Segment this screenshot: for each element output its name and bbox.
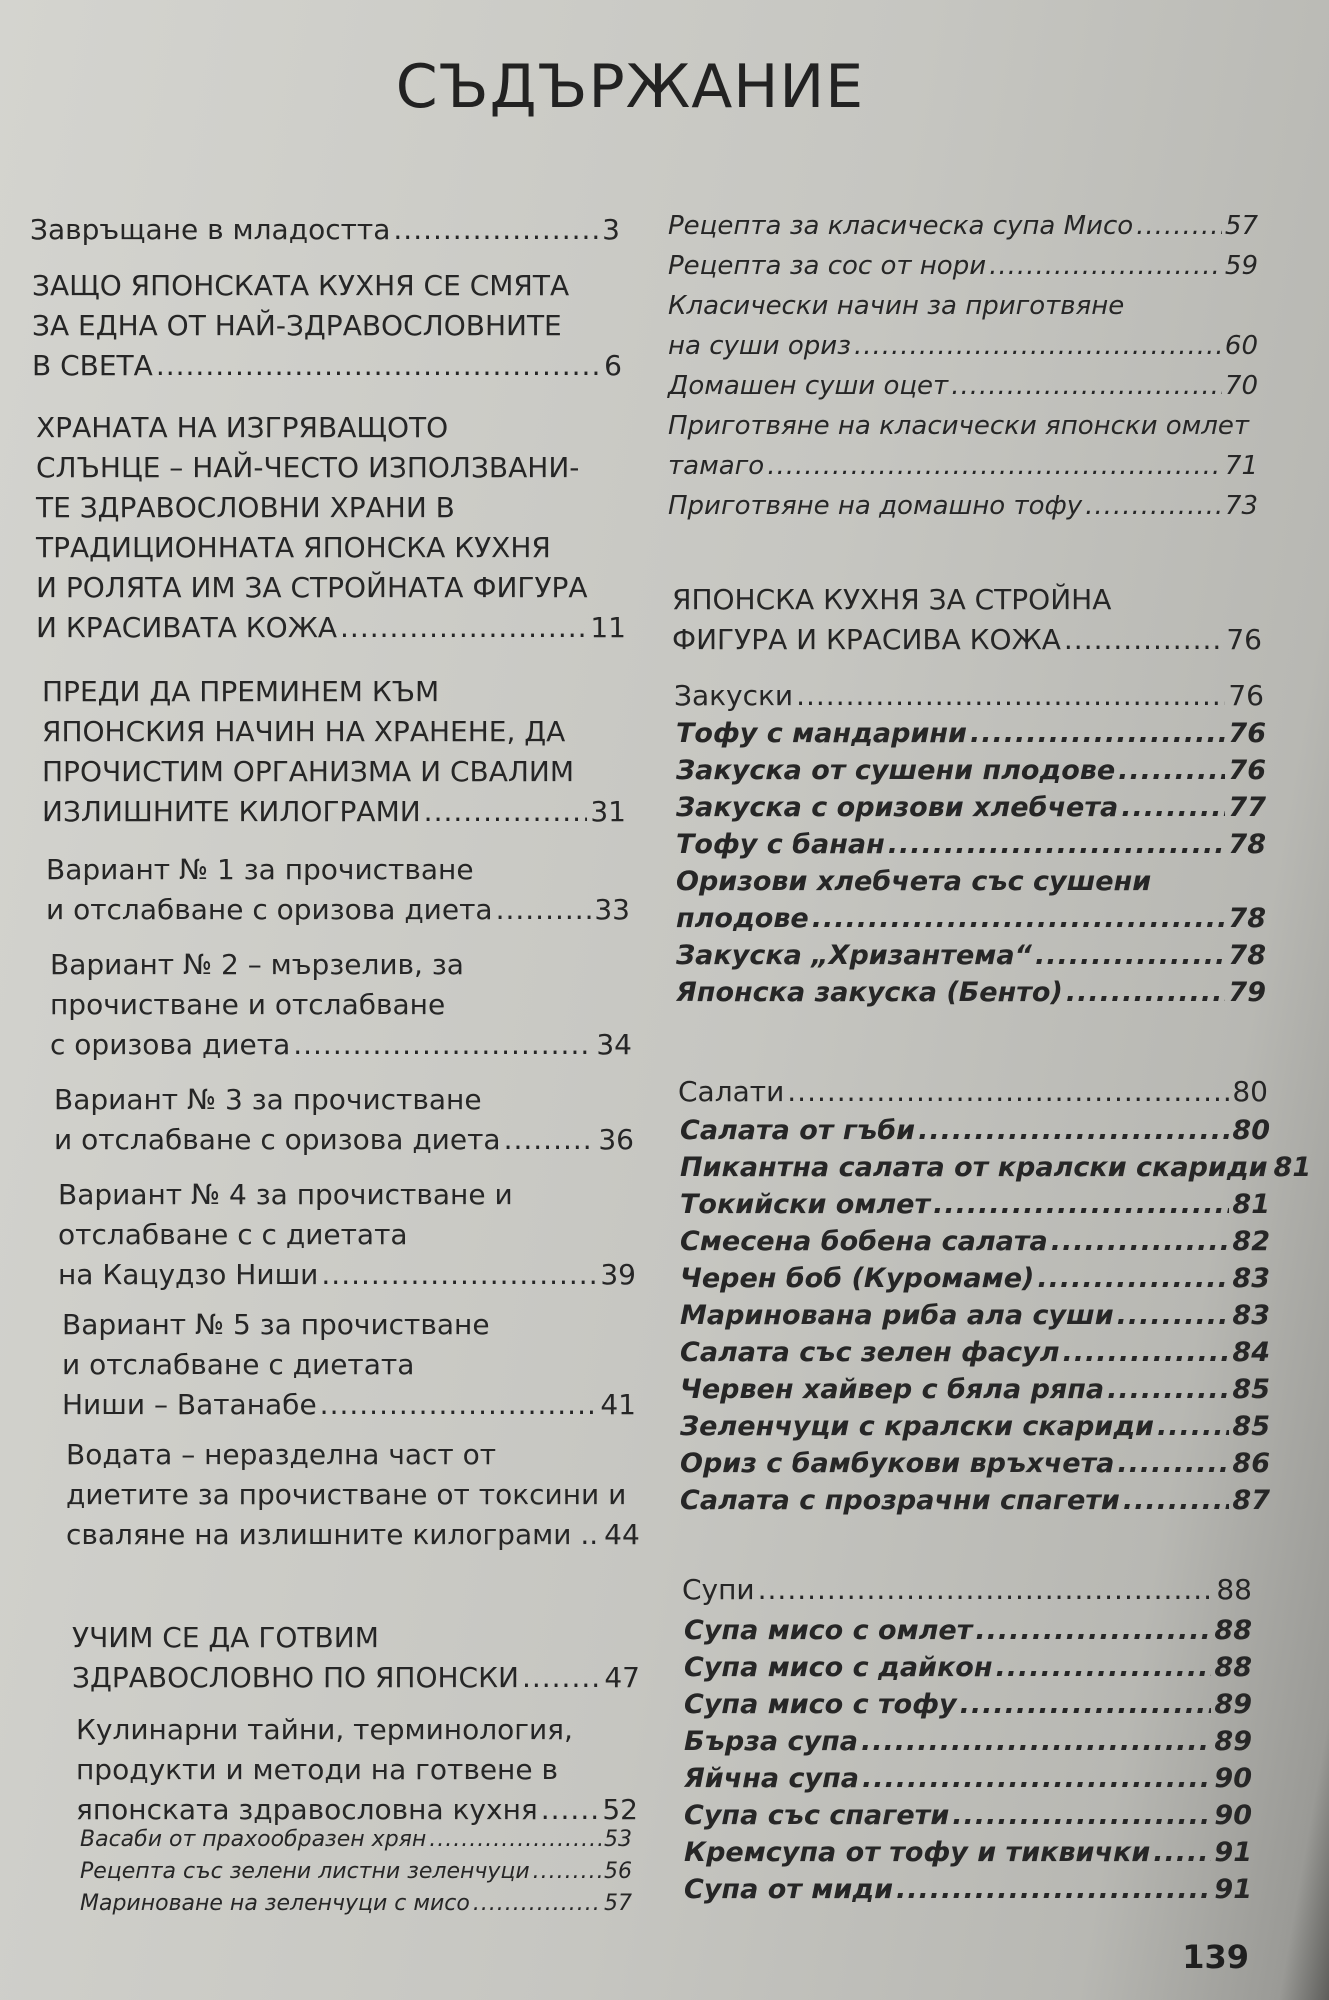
toc-section-header: Закуски ..... 76 [674,676,1264,716]
toc-entry: Кулинарни тайни, терминология, продукти и методи на готвене в японската здравословна кухня ..... 52 [76,1710,638,1830]
page-number: 139 [1182,1938,1249,1976]
toc-entry: Водата – неразделна част от диетите за прочистване от токсини и сваляне на излишните килограми .. 44 [66,1438,640,1551]
toc-entry: ЗАЩО ЯПОНСКАТА КУХНЯ СЕ СМЯТА ЗА ЕДНА ОТ НАЙ-ЗДРАВОСЛОВНИТЕ В СВЕТА ..... 6 [32,266,622,386]
toc-section-header: Салати ..... 80 [678,1072,1268,1112]
toc-entry: Завръщане в младостта ..... 3 [30,210,620,250]
toc-entry: Вариант № 4 за прочистване и отслабване с с диетата на Кацудзо Ниши ..... 39 [58,1175,636,1295]
toc-entry: ЯПОНСКА КУХНЯ ЗА СТРОЙНА ФИГУРА И КРАСИВА КОЖА ..... 76 [672,580,1262,660]
toc-recipe-list: Тофу с мандарини ..... 76 Закуска от сушени плодове ..... 76 Закуска с оризови хлебчета ..... 77 Тофу с банан ..... 78 Оризови хлебчета със сушени плодове ..... 78 Закуска „Хризантема“ ..... 78 Японска закуска (Бенто) ..... 79 [676,715,1266,1011]
toc-entry: ХРАНАТА НА ИЗГРЯВАЩОТО СЛЪНЦЕ – НАЙ-ЧЕСТО ИЗПОЛЗВАНИ- ТЕ ЗДРАВОСЛОВНИ ХРАНИ В ТРАДИЦИОННАТА ЯПОНСКА КУХНЯ И РОЛЯТА ИМ ЗА СТРОЙНАТА ФИГУРА И КРАСИВАТА КОЖА ..... 11 [36,408,626,648]
toc-entry: Вариант № 1 за прочистване и отслабване с оризова диета ..... 33 [46,850,630,930]
toc-recipe-list: Салата от гъби ..... 80 Пикантна салата от кралски скариди 81 Токийски омлет ..... 81 Смесена бобена салата ..... 82 Черен боб (Куромаме) ..... 83 Маринована риба ала суши ..... 83 Салата със зелен фасул ..... 84 Червен хайвер с бяла ряпа ..... 85 Зеленчуци с кралски скариди ..... 85 Ориз с бамбукови връхчета ..... 86 Салата с прозрачни спагети ..... 87 [680,1112,1270,1519]
page-title: СЪДЪРЖАНИЕ [395,52,865,122]
toc-entry: УЧИМ СЕ ДА ГОТВИМ ЗДРАВОСЛОВНО ПО ЯПОНСКИ ..... 47 [72,1618,640,1698]
toc-recipe-list: Супа мисо с омлет ..... 88 Супа мисо с дайкон ..... 88 Супа мисо с тофу ..... 89 Бърза супа ..... 89 Яйчна супа ..... 90 Супа със спагети ..... 90 Кремсупа от тофу и тиквички ..... 91 Супа от миди ..... 91 [684,1612,1252,1908]
toc-entry: ПРЕДИ ДА ПРЕМИНЕМ КЪМ ЯПОНСКИЯ НАЧИН НА ХРАНЕНЕ, ДА ПРОЧИСТИМ ОРГАНИЗМА И СВАЛИМ ИЗЛИШНИТЕ КИЛОГРАМИ ..... 31 [42,672,626,832]
toc-subentry: Васаби от прахообразен хрян ..... 53 Рецепта със зелени листни зеленчуци ..... 56 Мариноване на зеленчуци с мисо ..... 57 [80,1824,632,1920]
toc-entry: Вариант № 3 за прочистване и отслабване с оризова диета ..... 36 [54,1080,634,1160]
toc-entry: Рецепта за класическа супа Мисо ..... 57 Рецепта за сос от нори ..... 59 Класически начин за приготвяне на суши ориз ..... 60 Домашен суши оцет ..... 70 Приготвяне на класически японски омлет тамаго ..... 71 Приготвяне на домашно тофу ..... 73 [668,206,1258,526]
toc-section-header: Супи ..... 88 [682,1570,1252,1610]
toc-entry: Вариант № 2 – мързелив, за прочистване и отслабване с оризова диета ..... 34 [50,945,632,1065]
toc-entry: Вариант № 5 за прочистване и отслабване с диетата Ниши – Ватанабе ..... 41 [62,1305,636,1425]
